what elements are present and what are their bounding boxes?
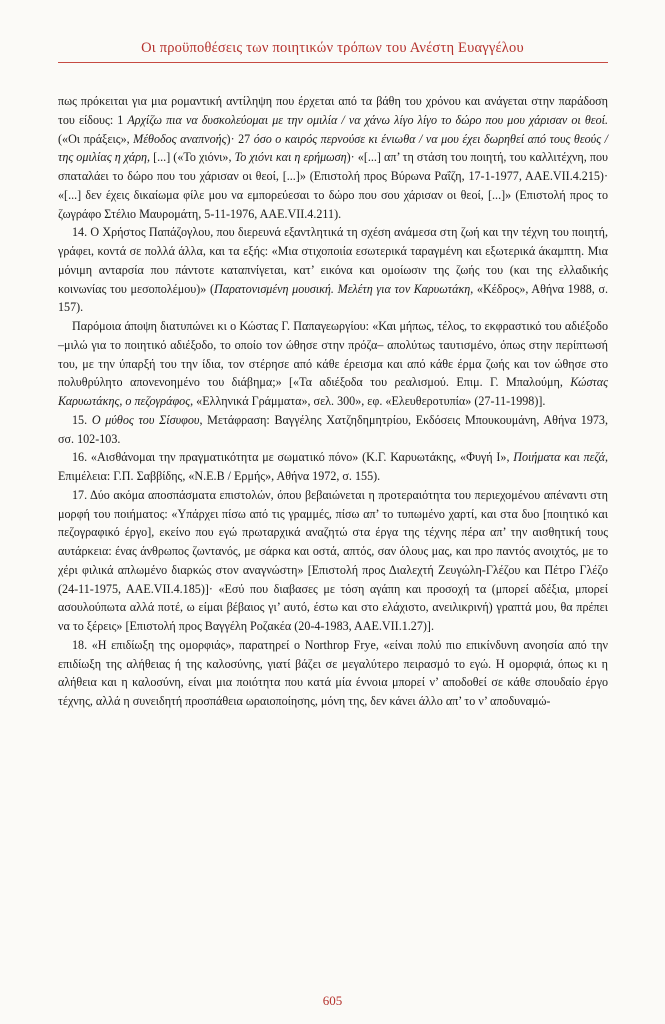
header-rule [58,62,608,63]
text-run: 18. «Η επιδίωξη της ομορφιάς», παρατηρεί ο Northrop Frye, «είναι πολύ πιο επικίνδυνη ανοησία από την επιδίωξη της αλήθειας ή της καλοσύνης, γιατί βάζει σε μεγαλύτερο πειρασμό το εγώ. Η ομορφιά, όπως κι η αλήθεια και η καλοσύνη, είναι μια ποιότητα που κατά μία έννοια μπορεί ν’ αποδοθεί σε κάθε σπουδαίο έργο τέχνης, αλλά η συνειδητή προσπάθεια ωραιοποίησης, μόνη της, δεν κάνει άλλο απ’ το ν’ αποδυναμώ- [58,637,608,708]
italic-title: Μέθοδος αναπνοής [133,131,227,146]
text-run: Παρόμοια άποψη διατυπώνει κι ο Κώστας Γ. Παπαγεωργίου: «Και μήπως, τέλος, το εκφραστικό του αδιέξοδο –μιλώ για το ποιητικό αδιέξοδο, το οποίο τον ώθησε στην πρόζα– απολύτως ταυτισμένο, όπως στην περίπτωσή του, με την ύπαρξή του την ίδια, τον στέρησε από κάθε έρεισμα και από κάθε έρμα ζωής και τον ώθησε στο πολυθρύλητο απονενοημένο του διάβημα;» [«Τα αδιέξοδα του ρεαλισμού. Επιμ. Γ. Μπαλούμη, [58,319,608,390]
italic-title: Ποιήματα και πεζά [513,450,605,465]
text-run: 16. «Αισθάνομαι την πραγματικότητα με σωματικό πόνο» (Κ.Γ. Καρυωτάκης, «Φυγή Ι», [72,450,514,465]
footnote-14-continued [58,317,608,411]
italic-title: Αρχίζω πια να δυσκολεύομαι με την ομιλία / να χάνω λίγο λίγο το δώρο που μου χάρισαν οι θεοί. [127,112,608,127]
footnote-15 [58,411,608,449]
footnote-continuation [58,92,608,223]
text-run: )· 27 [226,131,254,146]
text-run: πως πρόκειται για μια ρομαντική αντίληψη που έρχεται από τα βάθη του χρόνου και ανάγεται στην παράδοση του είδους: 1 [58,94,608,127]
text-run: («Οι πράξεις», [58,131,134,146]
running-header: Οι προϋποθέσεις των ποιητικών τρόπων του Ανέστη Ευαγγέλου [141,40,524,56]
text-run: , Επιμέλεια: Γ.Π. Σαββίδης, «Ν.Ε.Β / Ερμής», Αθήνα 1972, σ. 155). [58,450,608,483]
footnote-18 [58,636,608,711]
text-run: , «Κέδρος», Αθήνα 1988, σ. 157). [58,281,608,315]
italic-title: Το χιόνι και η ερήμωση [234,150,347,165]
italic-title: Κώστας Καρυωτάκης, ο πεζογράφος [58,375,608,408]
italic-title: όσο ο καιρός περνούσε κι ένιωθα / να μου έχει δωρηθεί από τους θεούς / της ομιλίας η χάρη, [58,131,609,165]
footnote-17 [58,486,608,636]
text-run: , Μετάφραση: Βαγγέλης Χατζηδημητρίου, Εκδόσεις Μπουκουμάνη, Αθήνα 1973, σσ. 102-103. [58,412,608,446]
text-run: [...] («Το χιόνι», [150,150,235,165]
footnote-16 [58,448,608,486]
italic-title: Παρατονισμένη μουσική. Μελέτη για τον Καρυωτάκη [214,281,471,296]
italic-title: Ο μύθος του Σίσυφου [91,412,200,427]
page-number: 605 [322,993,343,1008]
text-run: 17. Δύο ακόμα αποσπάσματα επιστολών, όπου βεβαιώνεται η προτεραιότητα του περιεχομένου απέναντι στη μορφή του ποιήματος: «Υπάρχει πίσω από τις γραμμές, πίσω απ’ το τυπωμένο χαρτί, και στα δυο [ποιητικό και πεζογραφικό έργο], εκείνο που εγώ πρωταρχικά αναζητώ στα έργα της τέχνης πέρα απ’ την αισθητική τους αυτάρκεια: ένας άνθρωπος ζωντανός, με σάρκα και οστά, απτός, σαν όλους μας, και προ παντός ανοιχτός, με το χέρι φιλικά απλωμένο διαρκώς στον αναγνώστη» [Επιστολή προς Διαλεχτή Ζευγώλη-Γλέζου και Πέτρο Γλέζο (24-11-1975, ΑΑΕ.VII.4.185)]· «Εσύ που διαβασες με τόση αγάπη και προσοχή τα (μπορεί αδέξια, μπορεί ασουλούπωτα αλλά ποτέ, ω είμαι βέβαιος γι’ αυτό, έστω και στο ελάχιστο, ανειλικρινή) γραπτά μου, θα πρέπει να το ξέρεις» [Επιστολή προς Βαγγέλη Ροζακέα (20-4-1983, ΑΑΕ.VII.1.27)]. [58,487,608,633]
text-run: )· «[...] απ’ τη στάση του ποιητή, του καλλιτέχνη, που σπαταλάει το δώρο που του χάρισαν οι θεοί, [...]» (Επιστολή προς Βύρωνα Ραΐζη, 17-1-1977, ΑΑΕ.VII.4.215)· «[...] δεν έχεις δικαίωμα φίλε μου να εμπορεύεσαι το δώρο που σου χάρισαν οι θεοί, [...]» (Επιστολή προς το ζωγράφο Στέλιο Μαυρομάτη, 5-11-1976, ΑΑΕ.VII.4.211). [58,150,608,221]
text-run: , «Ελληνικά Γράμματα», σελ. 300», εφ. «Ελευθεροτυπία» (27-11-1998)]. [190,394,546,408]
footnotes-body [58,92,608,711]
footnote-14 [58,223,608,317]
text-run: 14. Ο Χρήστος Παπάζογλου, που διερευνά εξαντλητικά τη σχέση ανάμεσα στη ζωή και την τέχνη του ποιητή, γράφει, κοντά σε πολλά άλλα, και τα εξής: «Μια στιχοποιία εσωτερικά ταραγμένη και εξωτερικά άκαμπτη. Μια μόνιμη ανταρσία που πάντοτε καταπνίγεται, κατ’ εικόνα και ομοίωσιν της ζωής του (και της ελλαδικής κοινωνίας του μεσοπολέμου)» ( [58,225,608,296]
text-run: 15. [72,412,92,427]
